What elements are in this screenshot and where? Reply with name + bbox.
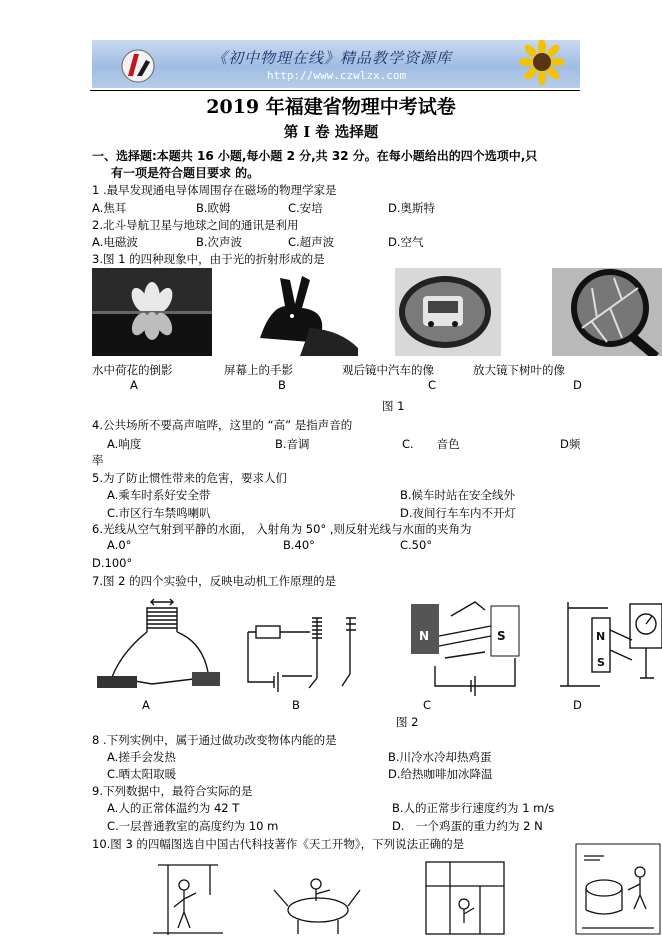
generator-galvanometer-diagram xyxy=(552,590,662,696)
page-title: 2019 年福建省物理中考试卷 xyxy=(206,96,456,118)
q5-option-a: A.乘车时系好安全带 xyxy=(107,488,211,502)
electromagnet-relay-diagram xyxy=(238,598,378,696)
q2-stem: 2.北斗导航卫星与地球之间的通讯是利用 xyxy=(92,218,299,232)
fig1-letter-d: D xyxy=(573,378,582,392)
q2-option-a: A.电磁波 xyxy=(92,235,138,249)
q2-option-d: D.空气 xyxy=(388,235,424,249)
q4-option-b: B.音调 xyxy=(275,437,310,451)
svg-text:N: N xyxy=(419,629,430,643)
svg-text:S: S xyxy=(497,629,506,643)
q8-stem: 8 .下列实例中，属于通过做功改变物体内能的是 xyxy=(92,733,337,747)
q7-stem: 7.图 2 的四个实验中，反映电动机工作原理的是 xyxy=(92,574,337,588)
fig1-caption-d: 放大镜下树叶的像 xyxy=(473,363,565,377)
lotus-reflection-photo xyxy=(92,268,212,356)
svg-text:N: N xyxy=(596,630,606,643)
q8-option-d: D.给热咖啡加冰降温 xyxy=(388,767,493,781)
q9-option-d: D. 一个鸡蛋的重力约为 2 N xyxy=(392,819,543,833)
fig1-letter-b: B xyxy=(278,378,286,392)
fig2-label: 图 2 xyxy=(396,715,419,729)
q4-stem: 4.公共场所不要高声喧哗，这里的 “高” 是指声音的 xyxy=(92,418,353,432)
sunflower-icon xyxy=(500,40,580,88)
tiangong-kaiwu-illustration-2 xyxy=(268,860,364,936)
q9-option-a: A.人的正常体温约为 42 T xyxy=(107,801,240,815)
solenoid-experiment-diagram xyxy=(92,592,224,696)
fig1-caption-a: 水中荷花的倒影 xyxy=(92,363,173,377)
motor-magnet-diagram xyxy=(405,596,523,696)
fig2-letter-d: D xyxy=(573,698,582,712)
tiangong-kaiwu-illustration-3 xyxy=(420,856,510,936)
q9-stem: 9.下列数据中，最符合实际的是 xyxy=(92,784,253,798)
q10-stem: 10.图 3 的四幅图选自中国古代科技著作《天工开物》，下列说法正确的是 xyxy=(92,837,465,851)
q2-option-c: C.超声波 xyxy=(288,235,335,249)
q2-option-b: B.次声波 xyxy=(196,235,243,249)
site-logo-icon xyxy=(110,40,170,88)
q1-option-d: D.奥斯特 xyxy=(388,201,436,215)
fig2-letter-b: B xyxy=(292,698,300,712)
q1-stem: 1 .最早发现通电导体周围存在磁场的物理学家是 xyxy=(92,183,337,197)
instructions-line-2: 有一项是符合题目要求 的。 xyxy=(111,166,260,180)
q4-option-d: D频 xyxy=(560,437,581,451)
header-rule xyxy=(90,90,580,91)
q8-option-a: A.搓手会发热 xyxy=(107,750,176,764)
car-mirror-photo xyxy=(395,268,501,356)
q5-option-b: B.候车时站在安全线外 xyxy=(400,488,516,502)
fig2-letter-c: C xyxy=(423,698,432,712)
tiangong-kaiwu-illustration-4 xyxy=(574,842,662,936)
q6-option-c: C.50° xyxy=(400,538,433,552)
fig1-caption-c: 观后镜中汽车的像 xyxy=(342,363,434,377)
fig2-letter-a: A xyxy=(142,698,150,712)
q8-option-b: B.川冷水冷却热鸡蛋 xyxy=(388,750,492,764)
q6-option-b: B.40° xyxy=(283,538,315,552)
q9-option-b: B.人的正常步行速度约为 1 m/s xyxy=(392,801,555,815)
q9-option-c: C.一层普通教室的高度约为 10 m xyxy=(107,819,279,833)
q6-stem: 6.光线从空气射到平静的水面， 入射角为 50° ,则反射光线与水面的夹角为 xyxy=(92,522,472,536)
q5-option-c: C.市区行车禁鸣喇叭 xyxy=(107,506,211,520)
q3-stem: 3.图 1 的四种现象中，由于光的折射形成的是 xyxy=(92,252,325,266)
fig1-label: 图 1 xyxy=(382,399,405,413)
q6-option-d: D.100° xyxy=(92,556,133,570)
fig1-letter-a: A xyxy=(130,378,138,392)
q1-option-c: C.安培 xyxy=(288,201,323,215)
banner-title: 《初中物理在线》精品教学资源库 xyxy=(212,49,453,67)
q5-stem: 5.为了防止惯性带来的危害，要求人们 xyxy=(92,471,287,485)
q8-option-c: C.晒太阳取暖 xyxy=(107,767,177,781)
hand-shadow-photo xyxy=(240,268,360,356)
q1-option-a: A.焦耳 xyxy=(92,201,127,215)
q4-option-a: A.响度 xyxy=(107,437,142,451)
fig1-caption-b: 屏幕上的手影 xyxy=(224,363,293,377)
section-title: 第 I 卷 选择题 xyxy=(283,124,379,141)
q4-option-c: C. 音色 xyxy=(402,437,460,451)
svg-text:S: S xyxy=(597,656,605,669)
instructions-line-1: 一、选择题:本题共 16 小题,每小题 2 分,共 32 分。在每小题给出的四个选项中,只 xyxy=(92,149,538,163)
banner-url[interactable]: http://www.czwlzx.com xyxy=(267,69,407,82)
header-banner xyxy=(92,40,580,88)
q1-option-b: B.欧姆 xyxy=(196,201,231,215)
q6-option-a: A.0° xyxy=(107,538,132,552)
tiangong-kaiwu-illustration-1 xyxy=(148,855,228,936)
fig1-letter-c: C xyxy=(428,378,437,392)
q5-option-d: D.夜间行车车内不开灯 xyxy=(400,506,517,520)
magnified-leaf-photo xyxy=(552,268,662,356)
q4-option-d-cont: 率 xyxy=(92,453,104,467)
